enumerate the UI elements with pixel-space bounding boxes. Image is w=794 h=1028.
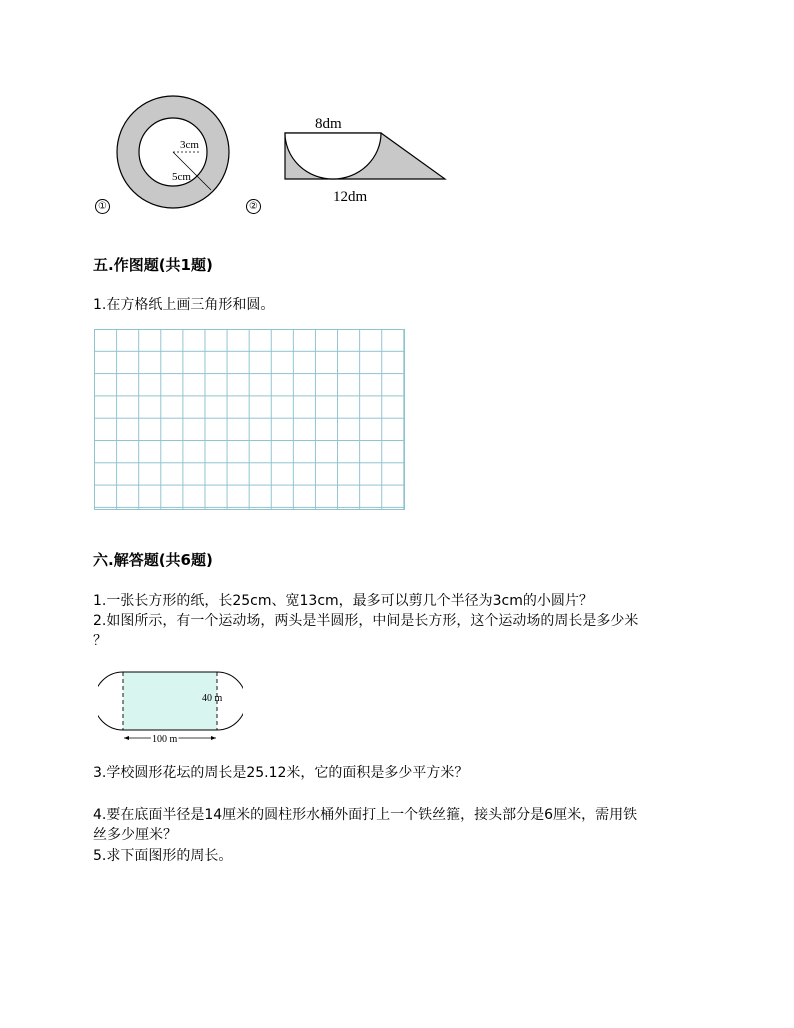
section-6-heading: 六.解答题(共6题)	[93, 551, 213, 569]
ring-diagram	[112, 94, 232, 212]
drawing-grid[interactable]	[94, 329, 405, 510]
section-5-heading: 五.作图题(共1题)	[93, 256, 213, 274]
section-6-question-5: 5.求下面图形的周长。	[93, 848, 233, 864]
track-diagram	[98, 668, 243, 746]
section-6-question-3: 3.学校圆形花坛的周长是25.12米，它的面积是多少平方米？	[93, 765, 469, 781]
bottom-length-label: 12dm	[333, 189, 368, 205]
outer-radius-label: 5cm	[172, 171, 191, 183]
track-width-label: 40 m	[202, 693, 223, 704]
inner-radius-label: 3cm	[180, 139, 199, 151]
figure-number-2: ②	[246, 199, 261, 214]
section-6-question-4-line-2: 丝多少厘米？	[93, 827, 177, 843]
section-6-question-1: 1.一张长方形的纸，长25cm、宽13cm，最多可以剪几个半径为3cm的小圆片？	[93, 593, 593, 609]
section-5-question-1: 1.在方格纸上画三角形和圆。	[93, 297, 275, 313]
top-length-label: 8dm	[315, 116, 342, 132]
ring-figure	[112, 94, 232, 212]
section-6-question-4-line-1: 4.要在底面半径是14厘米的圆柱形水桶外面打上一个铁丝箍，接头部分是6厘米，需用铁	[93, 807, 638, 823]
figure-number-1: ①	[95, 199, 110, 214]
track-length-label: 100 m	[152, 734, 178, 745]
section-6-question-2-line-2: ？	[93, 633, 107, 649]
semicircle-figure	[265, 111, 450, 207]
semicircle-diagram	[265, 111, 450, 207]
section-6-question-2-line-1: 2.如图所示，有一个运动场，两头是半圆形，中间是长方形，这个运动场的周长是多少米	[93, 613, 639, 629]
track-figure	[98, 668, 243, 746]
